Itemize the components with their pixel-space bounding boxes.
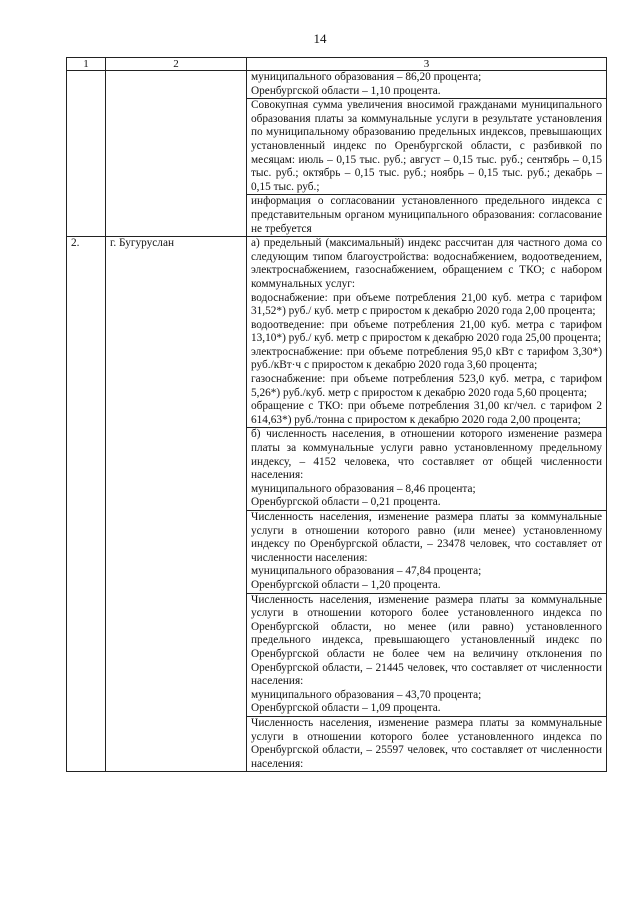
header-col-2: 2: [106, 58, 247, 71]
paragraph: водоотведение: при объеме потребления 21,00 куб. метра с тарифом 13,10*) руб./ куб. метр с приростом к декабрю 2020 года 25,00 процента;: [251, 318, 602, 345]
row-number: 2.: [67, 237, 106, 772]
paragraph: муниципального образования – 86,20 процента;: [251, 71, 482, 83]
paragraph: Оренбургской области – 0,21 процента.: [251, 496, 441, 509]
header-col-1: 1: [67, 58, 106, 71]
paragraph: обращение с ТКО: при объеме потребления 31,00 кг/чел. с тарифом 2 614,63*) руб./тонна с приростом к декабрю 2020 года 2,00 процента;: [251, 400, 602, 426]
paragraph: Численность населения, изменение размера платы за коммунальные услуги в отношении которого более установленного индекса по Оренбургской области, – 25597 человек, что составляет от численности населения:: [247, 716, 606, 771]
paragraph: муниципального образования – 47,84 процента;: [251, 565, 482, 578]
municipality-name: г. Бугуруслан: [106, 237, 247, 772]
header-col-3: 3: [247, 58, 607, 71]
document-table: [66, 57, 607, 772]
paragraph: электроснабжение: при объеме потребления 95,0 кВт с тарифом 3,30*) руб./кВт·ч с приростом к декабрю 2020 года 3,60 процента;: [251, 345, 602, 372]
paragraph: Оренбургской области – 1,10 процента.: [251, 84, 441, 97]
table-header-row: [67, 58, 607, 71]
paragraph: б) численность населения, в отношении которого изменение размера платы за коммунальные услуги равно установленному предельному индексу, – 4152 человека, что составляет от общей численности населения:: [247, 427, 606, 482]
paragraph: Численность населения, изменение размера платы за коммунальные услуги в отношении которого более установленного индекса по Оренбургской области, но менее (или равно) установленного предельного индекса, превышающего установленный индекс по Оренбургской области не более чем на величину отклонения по Оренбургской области, – 21445 человек, что составляет от численности населения:: [247, 593, 606, 689]
table-row-continued: [67, 71, 607, 237]
paragraph: Численность населения, изменение размера платы за коммунальные услуги в отношении которого равно (или менее) установленному индексу по Оренбургской области, – 23478 человек, что составляет от численности населения:: [247, 510, 606, 565]
paragraph: Оренбургской области – 1,09 процента.: [251, 702, 441, 715]
paragraph: Оренбургской области – 1,20 процента.: [251, 578, 441, 591]
table-row-2: [67, 237, 607, 772]
paragraph: а) предельный (максимальный) индекс рассчитан для частного дома со следующим типом благоустройства: водоснабжением, водоотведением, электроснабжением, газоснабжением, обращением с ТКО; с набором коммунальных услуг:: [251, 237, 602, 290]
paragraph: информация о согласовании установленного предельного индекса с представительным органом муниципального образования: согласование не требуется: [247, 194, 606, 236]
paragraph: муниципального образования – 43,70 процента;: [251, 688, 482, 701]
row-2-content: [247, 237, 607, 772]
page-number: 14: [313, 31, 327, 46]
paragraph: Совокупная сумма увеличения вносимой гражданами муниципального образования платы за коммунальные услуги в результате установления по муниципальному образованию предельных индексов, превышающих установленный индекс по Оренбургской области, с разбивкой по месяцам: июль – 0,15 тыс. руб.; август – 0,15 тыс. руб.; сентябрь – 0,15 тыс. руб.; октябрь – 0,15 тыс. руб.; ноябрь – 0,15 тыс. руб.; декабрь – 0,15 тыс. руб.;: [247, 98, 606, 194]
paragraph: водоснабжение: при объеме потребления 21,00 куб. метра с тарифом 31,52*) руб./ куб. метр с приростом к декабрю 2020 года 2,00 процента;: [251, 291, 602, 318]
paragraph: муниципального образования – 8,46 процента;: [251, 482, 476, 495]
paragraph: газоснабжение: при объеме потребления 523,0 куб. метра, с тарифом 5,26*) руб./куб. метр с приростом к декабрю 2020 года 5,60 процента;: [251, 373, 602, 399]
continued-content: [247, 71, 607, 237]
